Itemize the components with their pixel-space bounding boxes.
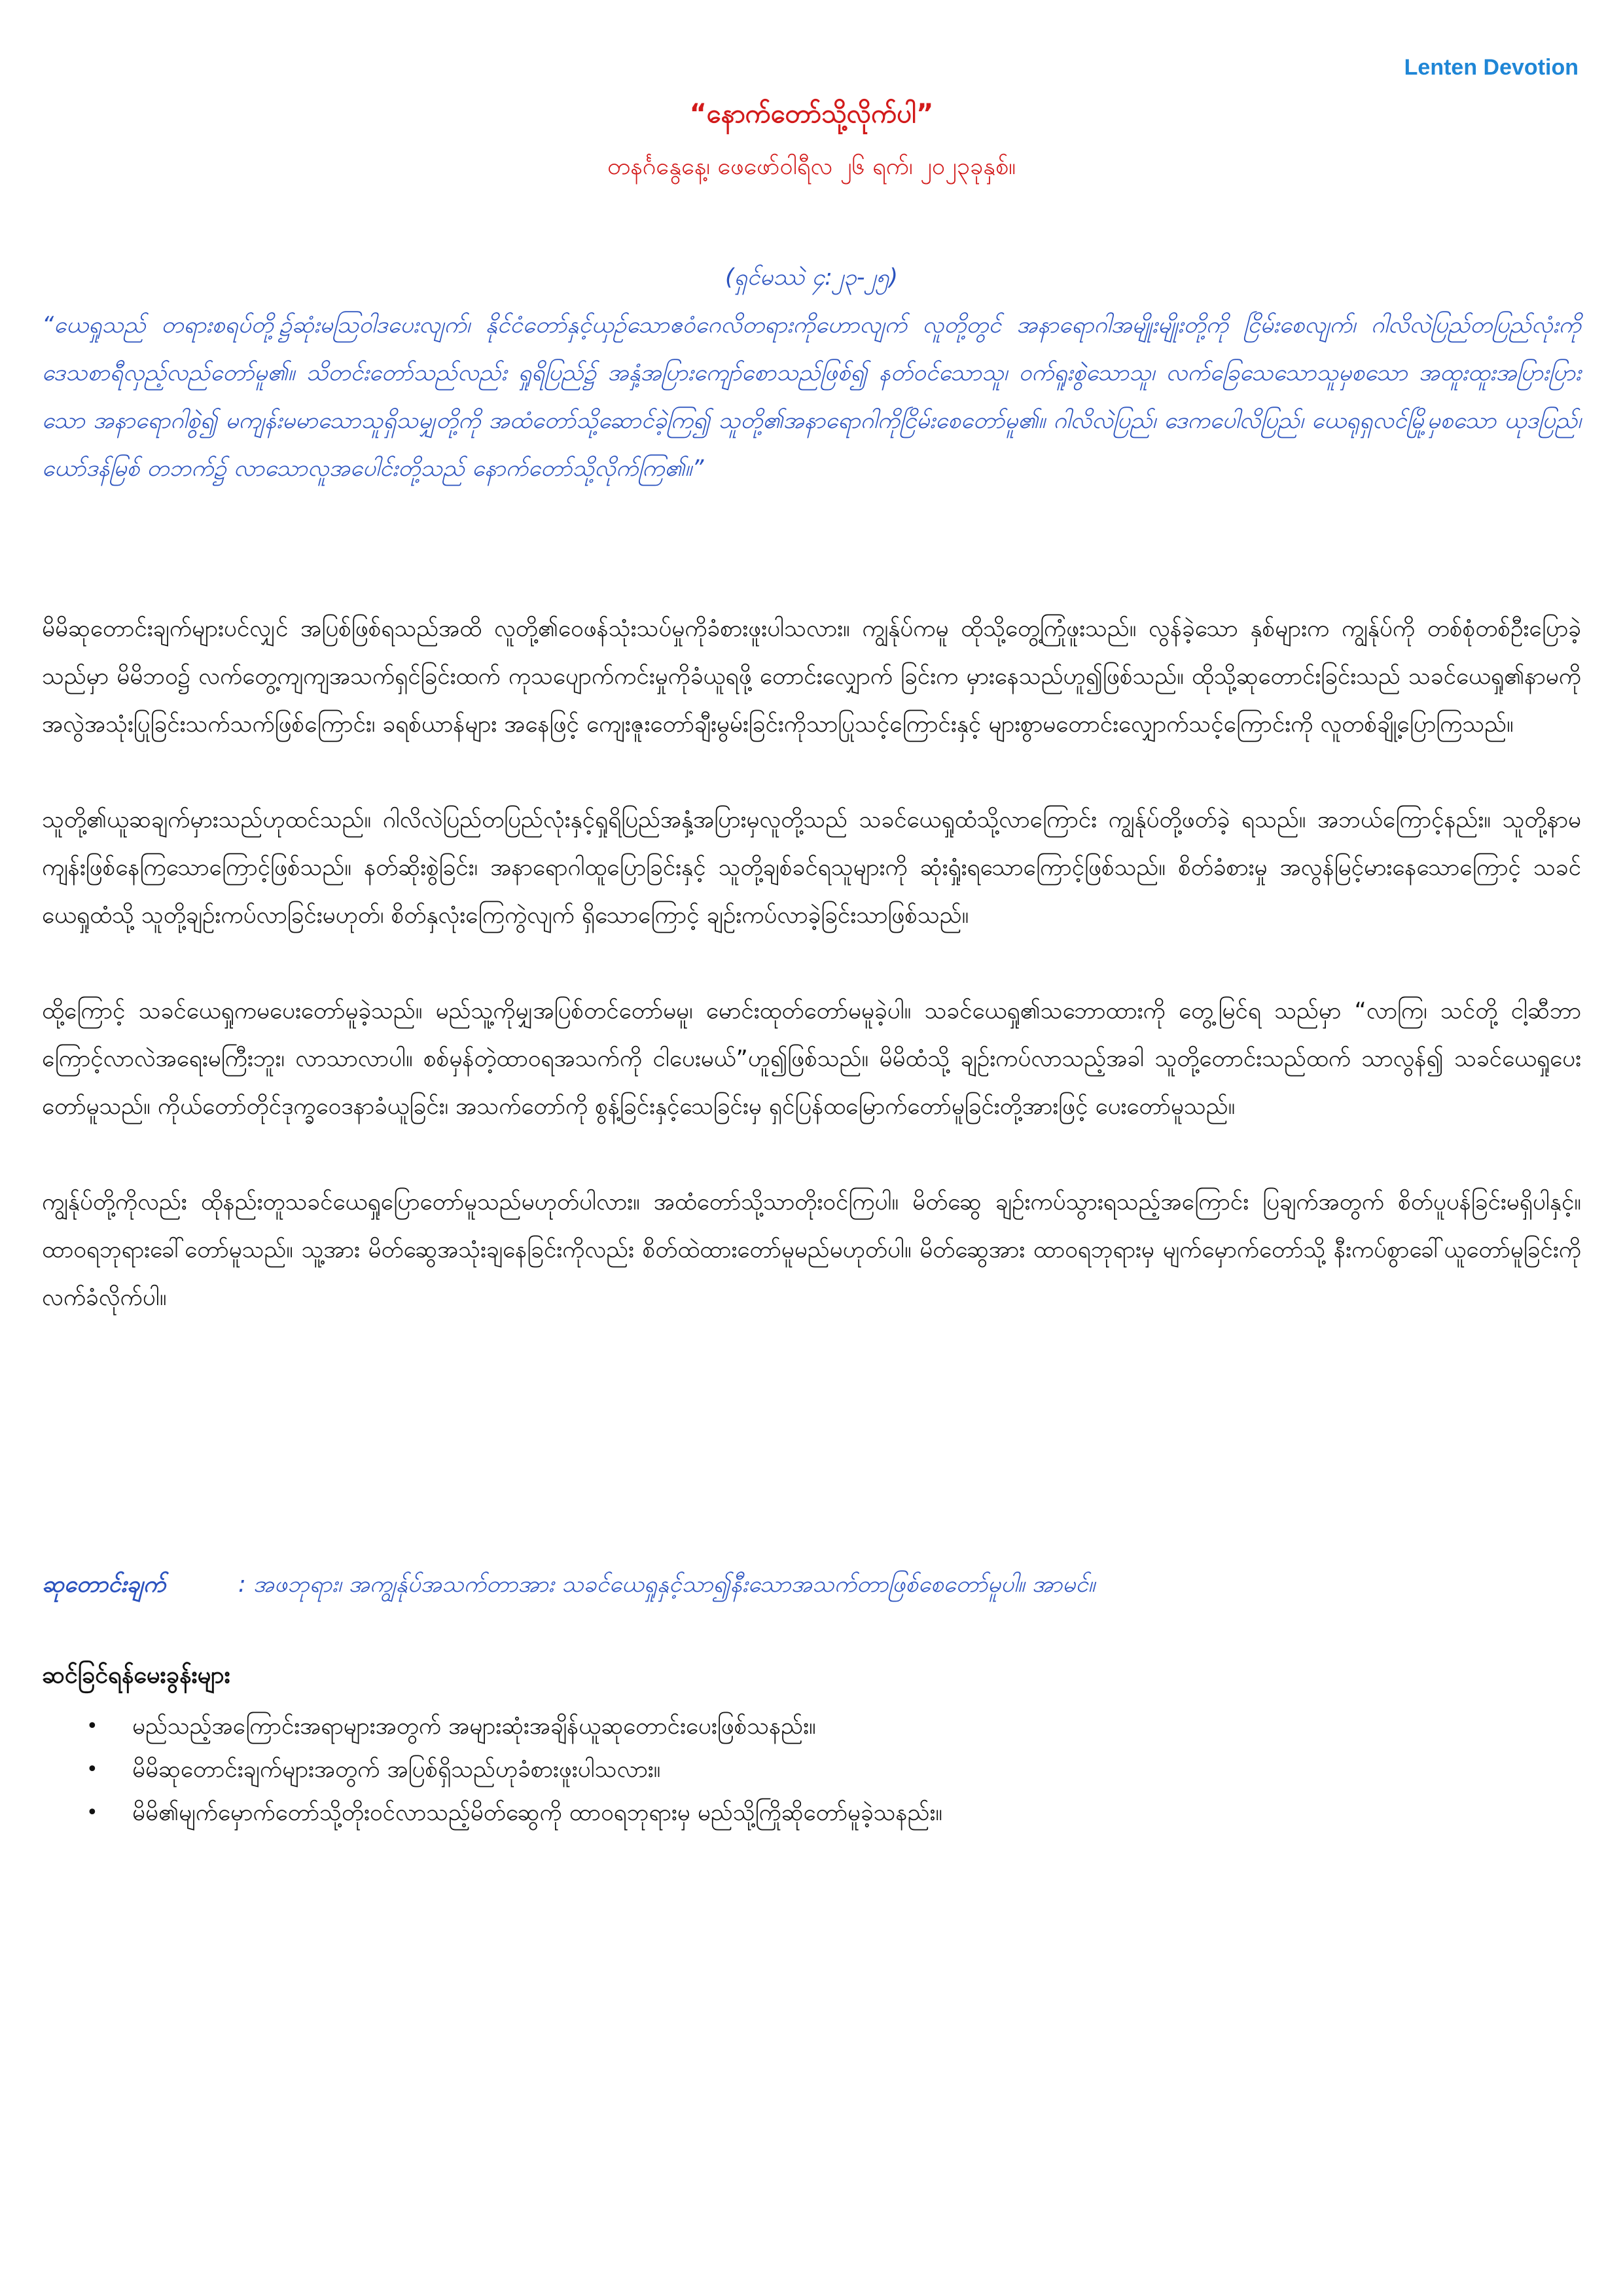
question-text: မိမိ၏မျက်မှောက်တော်သို့တိုးဝင်လာသည့်မိတ်ဆွေကို ထာဝရဘုရားမှ မည်သို့ကြိုဆိုတော်မူခဲ့သနည်း။	[132, 1800, 942, 1826]
scripture-text: “ယေရှုသည် တရားစရပ်တို့၌ဆုံးမဩဝါဒပေးလျက်၊ နိုင်ငံတော်နှင့်ယှဉ်သောဧဝံဂေလိတရားကိုဟောလျက် လူတို့တွင် အနာရောဂါအမျိုးမျိုးတို့ကို ငြိမ်းစေလျက်၊ ဂါလိလဲပြည်တပြည်လုံးကို ဒေသစာရီလှည့်လည်တော်မူ၏။ သိတင်းတော်သည်လည်း ရှုရိပြည်၌ အနှံ့အပြားကျော်စောသည်ဖြစ်၍ နတ်ဝင်သောသူ၊ ဝက်ရူးစွဲသောသူ၊ လက်ခြေသေသောသူမှစသော အထူးထူးအပြားပြားသော အနာရောဂါစွဲ၍ မကျန်းမမာသောသူရှိသမျှတို့ကို အထံတော်သို့ဆောင်ခဲ့ကြ၍ သူတို့၏အနာရောဂါကိုငြိမ်းစေတော်မူ၏။ ဂါလိလဲပြည်၊ ဒေကပေါလိပြည်၊ ယေရုရှလင်မြို့မှစသော ယုဒပြည်၊ ယော်ဒန်မြစ် တဘက်၌ လာသောလူအပေါင်းတို့သည် နောက်တော်သို့လိုက်ကြ၏။”	[42, 312, 1581, 482]
prayer-label: ဆုတောင်းချက်	[42, 1571, 166, 1598]
list-item	[42, 1791, 1581, 1835]
bullet-icon: •	[86, 1715, 98, 1738]
bullet-icon: •	[86, 1758, 98, 1781]
bullet-icon: •	[86, 1801, 98, 1824]
date-line: တနင်္ဂနွေနေ့၊ ဖေဖော်ဝါရီလ ၂၆ ရက်၊ ၂၀၂၃ခုနှစ်။	[607, 153, 1016, 180]
body-paragraph: မိမိဆုတောင်းချက်များပင်လျှင် အပြစ်ဖြစ်ရသည်အထိ လူတို့၏ဝေဖန်သုံးသပ်မှုကိုခံစားဖူးပါသလား။ ကျွန်ုပ်ကမူ ထိုသို့တွေ့ကြုံဖူးသည်။ လွန်ခဲ့သော နှစ်များက ကျွန်ုပ်ကို တစ်စုံတစ်ဦးပြောခဲ့သည်မှာ မိမိဘဝ၌ လက်တွေ့ကျကျအသက်ရှင်ခြင်းထက် ကုသပျောက်ကင်းမှုကိုခံယူရဖို့ တောင်းလျှောက် ခြင်းက မှားနေသည်ဟူ၍ဖြစ်သည်။ ထိုသို့ဆုတောင်းခြင်းသည် သခင်ယေရှု၏နာမကို အလွဲအသုံးပြုခြင်းသက်သက်ဖြစ်ကြောင်း၊ ခရစ်ယာန်များ အနေဖြင့် ကျေးဇူးတော်ချီးမွမ်းခြင်းကိုသာပြုသင့်ကြောင်းနှင့် များစွာမတောင်းလျှောက်သင့်ကြောင်းကို လူတစ်ချို့ပြောကြသည်။	[42, 616, 1581, 738]
page-title: “နောက်တော်သို့လိုက်ပါ”	[689, 99, 934, 129]
scripture-block	[42, 254, 1581, 493]
question-text: မိမိဆုတောင်းချက်များအတွက် အပြစ်ရှိသည်ဟုခံစားဖူးပါသလား။	[132, 1757, 661, 1783]
questions-heading: ဆင်ခြင်ရန်မေးခွန်းများ	[42, 1662, 230, 1689]
body-paragraph: ထို့ကြောင့် သခင်ယေရှုကမပေးတော်မူခဲ့သည်။ မည်သူ့ကိုမျှအပြစ်တင်တော်မမူ၊ မောင်းထုတ်တော်မမူခဲ့ပါ။ သခင်ယေရှု၏သဘောထားကို တွေ့မြင်ရ သည်မှာ “လာကြ၊ သင်တို့ ငါ့ဆီဘာကြောင့်လာလဲအရေးမကြီးဘူး၊ လာသာလာပါ။ စစ်မှန်တဲ့ထာဝရအသက်ကို ငါပေးမယ်”ဟူ၍ဖြစ်သည်။ မိမိထံသို့ ချဉ်းကပ်လာသည့်အခါ သူတို့တောင်းသည်ထက် သာလွန်၍ သခင်ယေရှုပေးတော်မူသည်။ ကိုယ်တော်တိုင်ဒုက္ခဝေဒနာခံယူခြင်း၊ အသက်တော်ကို စွန့်ခြင်းနှင့်သေခြင်းမှ ရှင်ပြန်ထမြောက်တော်မူခြင်းတို့အားဖြင့် ပေးတော်မူသည်။	[42, 998, 1581, 1120]
body-paragraph: သူတို့၏ယူဆချက်မှားသည်ဟုထင်သည်။ ဂါလိလဲပြည်တပြည်လုံးနှင့်ရှုရိပြည်အနှံ့အပြားမှလူတို့သည် သခင်ယေရှုထံသို့လာကြောင်း ကျွန်ုပ်တို့ဖတ်ခဲ့ ရသည်။ အဘယ်ကြောင့်နည်း။ သူတို့နာမကျန်းဖြစ်နေကြသောကြောင့်ဖြစ်သည်။ နတ်ဆိုးစွဲခြင်း၊ အနာရောဂါထူပြောခြင်းနှင့် သူတို့ချစ်ခင်ရသူများကို ဆုံးရှုံးရသောကြောင့်ဖြစ်သည်။ စိတ်ခံစားမှု အလွန်မြင့်မားနေသောကြောင့် သခင်ယေရှုထံသို့ သူတို့ချဉ်းကပ်လာခြင်းမဟုတ်၊ စိတ်နှလုံးကြေကွဲလျက် ရှိသောကြောင့် ချဉ်းကပ်လာခဲ့ခြင်းသာဖြစ်သည်။	[42, 807, 1581, 929]
body-paragraph: ကျွန်ုပ်တို့ကိုလည်း ထိုနည်းတူသခင်ယေရှုပြောတော်မူသည်မဟုတ်ပါလား။ အထံတော်သို့သာတိုးဝင်ကြပါ။ မိတ်ဆွေ ချဉ်းကပ်သွားရသည့်အကြောင်း ပြချက်အတွက် စိတ်ပူပန်ခြင်းမရှိပါနှင့်။ ထာဝရဘုရားခေါ်တော်မူသည်။ သူ့အား မိတ်ဆွေအသုံးချနေခြင်းကိုလည်း စိတ်ထဲထားတော်မူမည်မဟုတ်ပါ။ မိတ်ဆွေအား ထာဝရဘုရားမှ မျက်မှောက်တော်သို့ နီးကပ်စွာခေါ်ယူတော်မူခြင်းကို လက်ခံလိုက်ပါ။	[42, 1189, 1581, 1311]
header-tag: Lenten Devotion	[1404, 55, 1578, 80]
prayer-text: : အဖဘုရား၊ အကျွန်ုပ်အသက်တာအား သခင်ယေရှုနှင့်သာ၍နီးသောအသက်တာဖြစ်စေတော်မူပါ။ အာမင်။	[238, 1571, 1096, 1598]
questions-list	[42, 1705, 1581, 1835]
scripture-reference: (ရှင်မဿဲ ၄:၂၃-၂၅)	[724, 264, 899, 291]
list-item	[42, 1705, 1581, 1748]
body-text	[42, 605, 1581, 1370]
prayer-block	[42, 1561, 1581, 1609]
list-item	[42, 1748, 1581, 1791]
question-text: မည်သည့်အကြောင်းအရာများအတွက် အများဆုံးအချိန်ယူဆုတောင်းပေးဖြစ်သနည်း။	[132, 1713, 816, 1740]
